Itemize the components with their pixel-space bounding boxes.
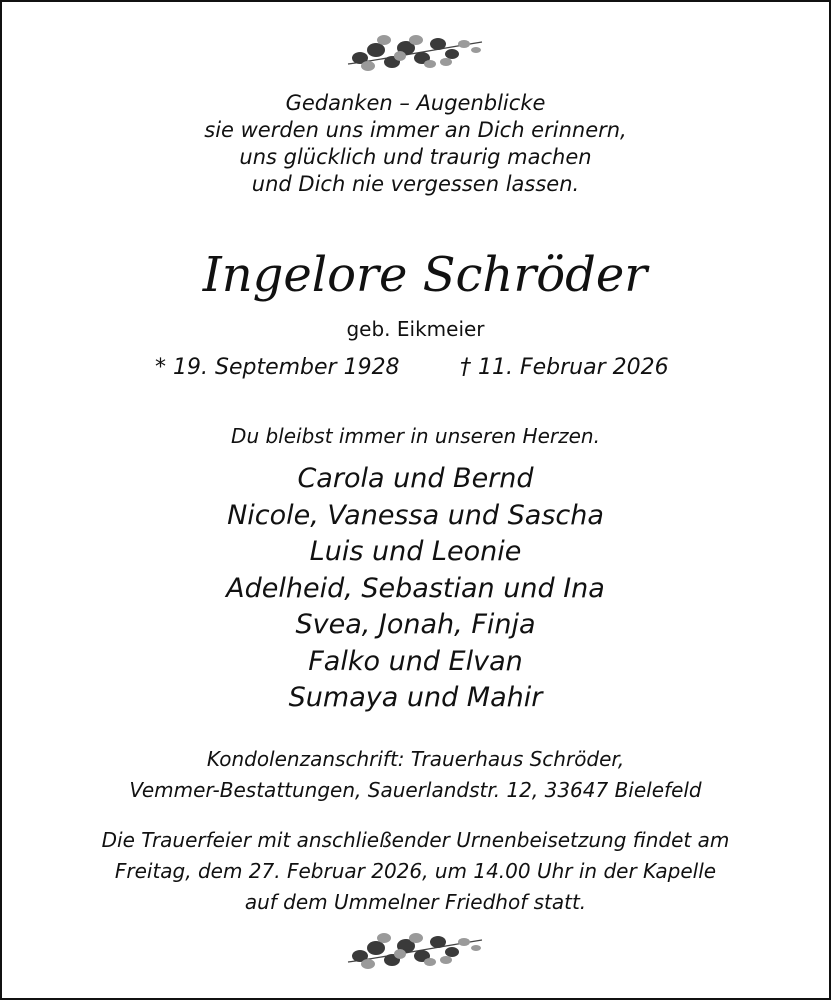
mourner-entry: Nicole, Vanessa und Sascha (227, 499, 604, 531)
signature-text: Ingelore Schröder (202, 247, 648, 303)
eucalyptus-branch-icon (340, 30, 490, 74)
mourner-entry: Sumaya und Mahir (288, 682, 543, 713)
ceremony-line: auf dem Ummelner Friedhof statt. (244, 890, 587, 914)
verse-line: Gedanken – Augenblicke (285, 91, 546, 115)
memorial-verse (0, 90, 831, 198)
condolence-address (0, 744, 831, 806)
birth-date: * 19. September 1928 (155, 355, 400, 380)
verse-line: und Dich nie vergessen lassen. (251, 172, 580, 196)
mourner-entry: Adelheid, Sebastian und Ina (226, 572, 605, 604)
ceremony-line: Freitag, dem 27. Februar 2026, um 14.00 Uhr in der Kapelle (114, 859, 717, 883)
ceremony-line: Die Trauerfeier mit anschließender Urnenbeisetzung findet am (101, 828, 730, 852)
tagline: Du bleibst immer in unseren Herzen. (231, 424, 600, 448)
verse-line: sie werden uns immer an Dich erinnern, (204, 118, 627, 142)
eucalyptus-branch-icon (340, 928, 490, 972)
ceremony-info (0, 825, 831, 918)
mourner-entry: Carola und Bernd (297, 463, 534, 494)
mourner-entry: Falko und Elvan (308, 645, 523, 677)
mourners-list (0, 461, 831, 717)
mourner-entry: Luis und Leonie (309, 536, 522, 567)
address-line: Vemmer-Bestattungen, Sauerlandstr. 12, 33647 Bielefeld (129, 778, 702, 802)
address-line: Kondolenzanschrift: Trauerhaus Schröder, (206, 747, 625, 771)
deceased-name-signature (195, 243, 655, 315)
verse-line: uns glücklich und traurig machen (239, 145, 592, 169)
maiden-name: geb. Eikmeier (346, 317, 485, 341)
mourner-entry: Svea, Jonah, Finja (295, 609, 536, 640)
death-date: † 11. Februar 2026 (460, 355, 669, 380)
